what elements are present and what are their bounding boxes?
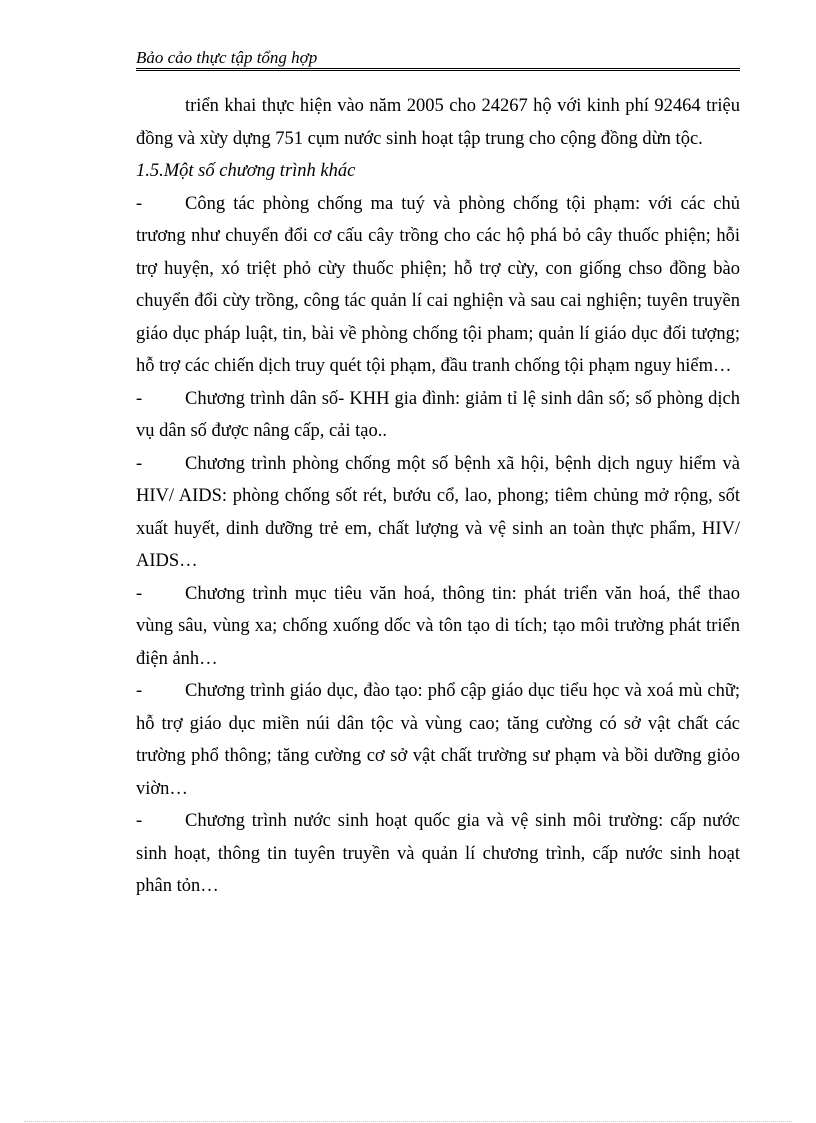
list-item <box>136 383 740 448</box>
list-item <box>136 805 740 903</box>
list-item <box>136 448 740 578</box>
document-body <box>136 90 740 903</box>
list-item-text: Chương trình giáo dục, đào tạo: phổ cập giáo dục tiểu học và xoá mù chữ; hỗ trợ giáo dục miền núi dân tộc và vùng cao; tăng cường có sở vật chất các trường phổ thông; tăng cường cơ sở vật chất trường sư phạm và bồi dưỡng giỏo viờn… <box>136 681 740 799</box>
bullet-dash: - <box>136 583 143 604</box>
bullet-dash: - <box>136 681 143 701</box>
bullet-dash: - <box>136 453 143 474</box>
list-item <box>136 675 740 805</box>
section-heading: 1.5.Một số chương trình khác <box>136 161 356 181</box>
bullet-dash: - <box>136 193 143 214</box>
list-item-text: Chương trình nước sinh hoạt quốc gia và vệ sinh môi trường: cấp nước sinh hoạt, thông tin tuyên truyền và quản lí chương trình, cấp nước sinh hoạt phân tỏn… <box>136 811 740 896</box>
bullet-dash: - <box>136 811 143 831</box>
list-item-text: Công tác phòng chống ma tuý và phòng chống tội phạm: với các chủ trương như chuyển đổi cơ cấu cây trồng cho các hộ phá bỏ cây thuốc phiện; hỗi trợ huyện, xó triệt phỏ cừy thuốc phiện; hỗ trợ cừy, con giống chso đồng bào chuyển đổi cừy trồng, công tác quản lí cai nghiện và sau cai nghiện; tuyên truyền giáo dục pháp luật, tin, bài về phòng chống tội pham; quản lí giáo dục đối tượng; hỗ trợ các chiến dịch truy quét tội phạm, đầu tranh chống tội phạm nguy hiểm… <box>136 193 740 376</box>
intro-paragraph: triển khai thực hiện vào năm 2005 cho 24267 hộ với kinh phí 92464 triệu đồng và xừy dựng 751 cụm nước sinh hoạt tập trung cho cộng đồng dừn tộc. <box>136 96 740 149</box>
header-rule-double <box>136 70 740 71</box>
page-bottom-divider <box>24 1121 792 1122</box>
bullet-dash: - <box>136 388 143 409</box>
list-item-text: Chương trình dân số- KHH gia đình: giảm tỉ lệ sinh dân số; số phòng dịch vụ dân số được nâng cấp, cải tạo.. <box>136 388 740 441</box>
list-item <box>136 188 740 383</box>
header-rule <box>136 68 740 69</box>
list-item <box>136 578 740 676</box>
page-header <box>136 48 740 72</box>
list-item-text: Chương trình mục tiêu văn hoá, thông tin: phát triển văn hoá, thể thao vùng sâu, vùng xa; chống xuống dốc và tôn tạo di tích; tạo môi trường phát triển điện ảnh… <box>136 583 740 669</box>
list-item-text: Chương trình phòng chống một số bệnh xã hội, bệnh dịch nguy hiểm và HIV/ AIDS: phòng chống sốt rét, bướu cổ, lao, phong; tiêm chủng mở rộng, sốt xuất huyết, dinh dưỡng trẻ em, chất lượng và vệ sinh an toàn thực phẩm, HIV/ AIDS… <box>136 453 740 571</box>
header-title: Bảo cảo thực tập tổng hợp <box>136 48 318 67</box>
